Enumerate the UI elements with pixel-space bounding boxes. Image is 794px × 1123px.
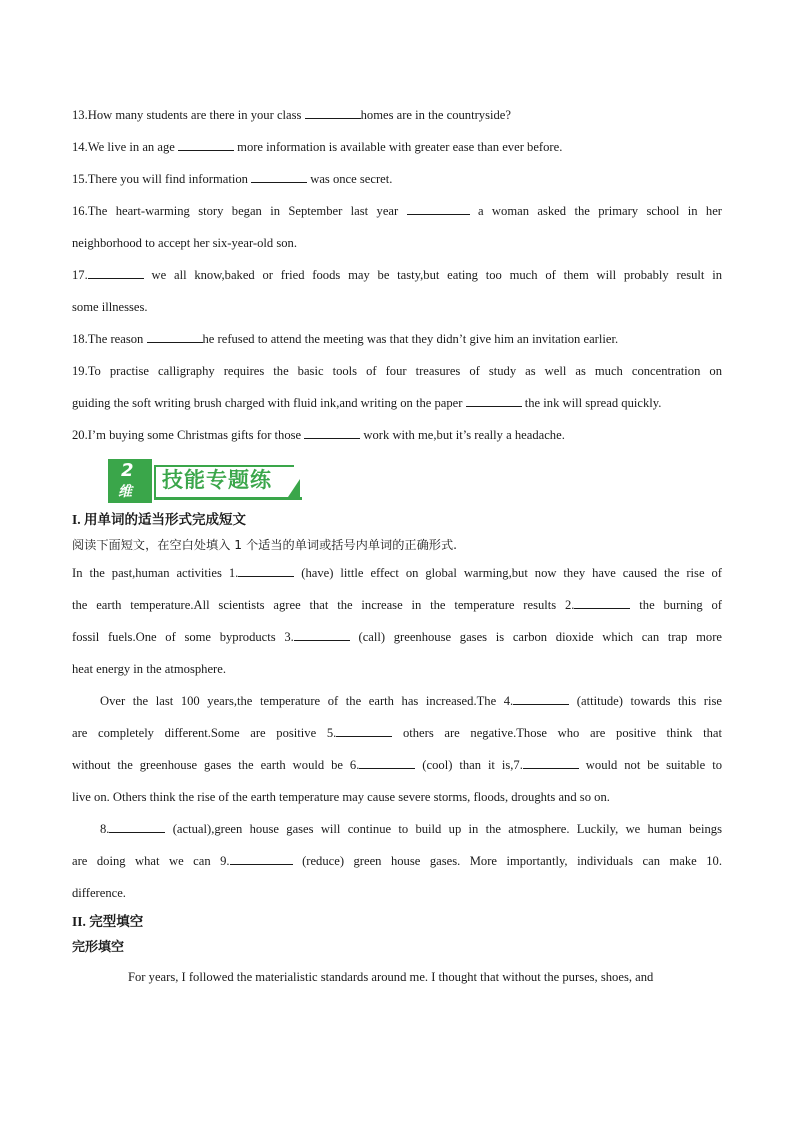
answer-blank[interactable]: [251, 171, 307, 183]
banner-title: 技能专题练: [162, 468, 272, 492]
passage-text: Over the last 100 years,the temperature of the earth has increased.The 4.: [100, 694, 514, 708]
question-text: work with me,but it’s really a headache.: [360, 428, 565, 442]
answer-blank[interactable]: [574, 597, 630, 609]
question-text: guiding the soft writing brush charged with fluid ink,and writing on the paper: [72, 396, 466, 410]
question-16: [72, 195, 722, 227]
passage-text: (actual),green house gases will continue to build up in the atmosphere. Luckily, we human beings: [165, 822, 722, 836]
answer-blank[interactable]: [178, 139, 234, 151]
passage-line-8: live on. Others think the rise of the earth temperature may cause severe storms, floods, droughts and so on.: [72, 790, 610, 804]
answer-blank[interactable]: [147, 331, 203, 343]
passage-text: (reduce) green house gases. More importantly, individuals can make 10.: [292, 854, 722, 868]
question-text: 20.I’m buying some Christmas gifts for those: [72, 428, 305, 442]
question-text: 18.The reason: [72, 332, 147, 346]
question-13: [72, 99, 722, 131]
question-19-continued: [72, 387, 722, 419]
passage-line-11: difference.: [72, 886, 126, 900]
answer-blank[interactable]: [304, 427, 360, 439]
question-text: more information is available with greater ease than ever before.: [234, 140, 563, 154]
cloze-subheading: 完形填空: [72, 940, 125, 955]
passage-line-1: [72, 557, 722, 589]
passage-line-5: [72, 685, 722, 717]
skills-practice-banner: [108, 459, 302, 503]
passage-line-10: [72, 845, 722, 877]
question-text: he refused to attend the meeting was that they didn’t give him an invitation earlier.: [202, 332, 619, 346]
question-17-continued: some illnesses.: [72, 300, 148, 314]
dimension-badge: [108, 459, 152, 503]
passage-text: (cool) than it is,7.: [415, 758, 523, 772]
section-1-heading: I. 用单词的适当形式完成短文: [72, 512, 247, 527]
passage-text: the earth temperature.All scientists agree that the increase in the temperature results 2.: [72, 598, 575, 612]
question-text: 17.: [72, 268, 88, 282]
question-20: [72, 419, 722, 451]
passage-text: fossil fuels.One of some byproducts 3.: [72, 630, 294, 644]
question-text: we all know,baked or fried foods may be tasty,but eating too much of them will probably result in: [143, 268, 722, 282]
question-19: 19.To practise calligraphy requires the basic tools of four treasures of study as well as much concentration on: [72, 364, 722, 378]
question-14: [72, 131, 722, 163]
passage-line-2: [72, 589, 722, 621]
section-banner: [72, 451, 722, 507]
question-text: 14.We live in an age: [72, 140, 178, 154]
question-text: a woman asked the primary school in her: [469, 204, 722, 218]
answer-blank[interactable]: [109, 821, 165, 833]
cloze-first-line: For years, I followed the materialistic standards around me. I thought that without the purses, shoes, and: [128, 970, 654, 984]
passage-text: 8.: [100, 822, 110, 836]
question-17: [72, 259, 722, 291]
answer-blank[interactable]: [523, 757, 579, 769]
answer-blank[interactable]: [513, 693, 569, 705]
page-content: [72, 99, 722, 993]
passage-text: are doing what we can 9.: [72, 854, 230, 868]
question-text: 15.There you will find information: [72, 172, 252, 186]
passage-text: (call) greenhouse gases is carbon dioxide which can trap more: [349, 630, 722, 644]
passage-text: others are negative.Those who are positive think that: [392, 726, 722, 740]
answer-blank[interactable]: [359, 757, 415, 769]
question-text: the ink will spread quickly.: [521, 396, 662, 410]
question-18: [72, 323, 722, 355]
passage-text: (have) little effect on global warming,but now they have caused the rise of: [294, 566, 722, 580]
answer-blank[interactable]: [305, 107, 361, 119]
passage-line-7: [72, 749, 722, 781]
badge-number: 2: [121, 460, 134, 481]
passage-line-6: [72, 717, 722, 749]
passage-text: are completely different.Some are positive 5.: [72, 726, 337, 740]
banner-underline: [154, 497, 302, 500]
passage-line-3: [72, 621, 722, 653]
question-text: 13.How many students are there in your class: [72, 108, 305, 122]
question-16-continued: neighborhood to accept her six-year-old son.: [72, 236, 297, 250]
answer-blank[interactable]: [88, 267, 144, 279]
passage-text: (attitude) towards this rise: [569, 694, 722, 708]
section-2-heading: II. 完型填空: [72, 914, 144, 929]
question-text: 16.The heart-warming story began in September last year: [72, 204, 407, 218]
passage-text: In the past,human activities 1.: [72, 566, 239, 580]
answer-blank[interactable]: [238, 565, 294, 577]
passage-line-4: heat energy in the atmosphere.: [72, 662, 226, 676]
banner-corner-decoration: [288, 479, 300, 497]
answer-blank[interactable]: [336, 725, 392, 737]
passage-text: would not be suitable to: [578, 758, 722, 772]
passage-text: the burning of: [630, 598, 723, 612]
passage-text: without the greenhouse gases the earth would be 6.: [72, 758, 360, 772]
question-15: [72, 163, 722, 195]
answer-blank[interactable]: [466, 395, 522, 407]
answer-blank[interactable]: [407, 203, 470, 215]
section-1-instruction: 阅读下面短文，在空白处填入 1 个适当的单词或括号内单词的正确形式.: [72, 538, 458, 552]
question-text: homes are in the countryside?: [360, 108, 511, 122]
answer-blank[interactable]: [294, 629, 350, 641]
question-text: was once secret.: [307, 172, 393, 186]
badge-char: 维: [118, 484, 132, 500]
answer-blank[interactable]: [230, 853, 293, 865]
passage-line-9: [72, 813, 722, 845]
